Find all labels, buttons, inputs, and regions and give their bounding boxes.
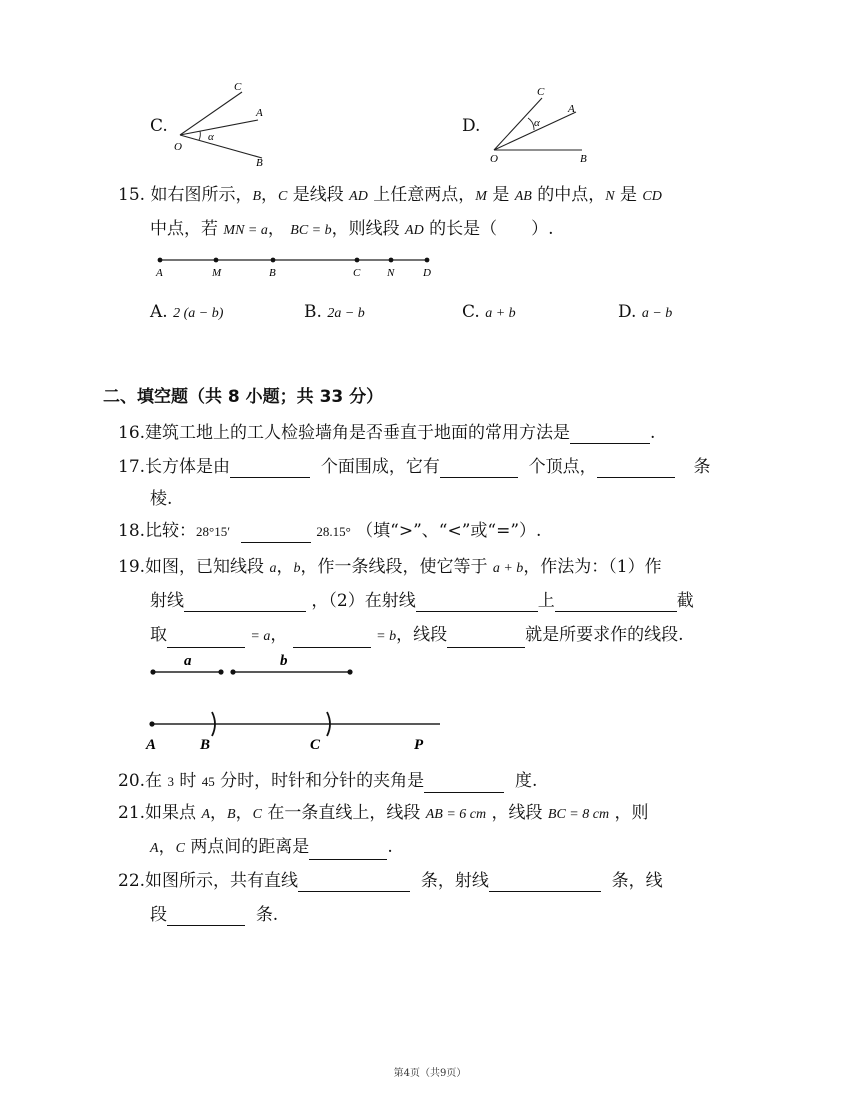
answer-blank[interactable] [167,907,245,926]
answer-blank[interactable] [489,873,601,892]
label-alpha: α [208,131,214,143]
question-19-line-3: 取 = a， = b，线段 就是所要求作的线段. [150,624,684,648]
segment-figure-ad [150,252,450,282]
segment-construction-figure [142,650,452,756]
option-b[interactable]: B. 2a − b [304,302,365,322]
point-n-label: N [387,267,395,279]
label-c: C [537,86,545,98]
question-17-cont: 棱. [150,489,173,509]
label-o: O [174,141,182,153]
section-heading: 二、填空题（共 8 小题；共 33 分） [103,387,384,407]
option-c[interactable]: C. a + b [462,302,516,322]
point-a-label: A [156,267,163,279]
question-15-line-1: 15. 如右图所示，B，C 是线段 AD 上任意两点，M 是 AB 的中点，N 是 CD [118,185,662,205]
point-b-label: B [269,267,276,279]
question-21-line-1: 21.如果点 A，B，C 在一条直线上，线段 AB = 6 cm ，线段 BC = 8 cm ，则 [118,803,649,823]
question-19-line-2: 射线 ，（2）在射线 上 截 [150,591,694,611]
angle-figure-d [484,82,594,168]
answer-blank[interactable] [447,629,525,648]
answer-blank[interactable] [184,593,306,612]
answer-blank[interactable] [570,425,650,444]
question-15-line-2: 中点，若 MN = a， BC = b，则线段 AD 的长是（ ）. [150,219,554,239]
point-b [271,258,276,263]
answer-blank[interactable] [424,774,504,793]
segment-b-label: b [280,653,288,669]
option-a[interactable]: A. 2 (a − b) [150,302,224,322]
question-number: 15. [118,185,146,205]
point-n [389,258,394,263]
question-22-line-2: 段 条. [150,905,279,925]
label-c: C [234,81,242,93]
label-b: B [580,153,587,165]
question-21-line-2: A，C 两点间的距离是 . [150,836,393,860]
point-c-label: C [353,267,361,279]
answer-blank[interactable] [309,841,387,860]
point-a-label: A [146,737,157,753]
question-19-line-1: 19.如图，已知线段 a，b，作一条线段，使它等于 a + b，作法为：（1）作 [118,557,662,577]
answer-blank[interactable] [440,459,518,478]
option-d[interactable]: D. a − b [618,302,673,322]
answer-blank[interactable] [597,459,675,478]
angle-figure-c [170,78,270,170]
point-d-label: D [423,267,431,279]
option-c-label: C. [150,116,168,136]
page-footer: 第4页（共9页） [393,1068,467,1079]
answer-blank[interactable] [416,593,538,612]
label-a: A [568,103,575,115]
question-16: 16.建筑工地上的工人检验墙角是否垂直于地面的常用方法是 . [118,423,656,443]
label-a: A [256,107,263,119]
question-15-options [150,302,770,326]
question-18: 18.比较：28°15′ 28.15° （填“>”、“<”或“=”）. [118,521,542,541]
answer-blank[interactable] [298,873,410,892]
answer-blank[interactable] [555,593,677,612]
question-20: 20.在 3 时 45 分时，时针和分针的夹角是 度. [118,771,538,791]
answer-blank[interactable] [241,524,311,543]
point-m-label: M [212,267,222,279]
question-17: 17.长方体是由 个面围成，它有 个顶点， 条 [118,457,711,477]
answer-blank[interactable] [230,459,310,478]
option-d-label: D. [462,116,481,136]
question-22-line-1: 22.如图所示，共有直线 条，射线 条，线 [118,871,663,891]
answer-blank[interactable] [293,629,371,648]
point-p-label: P [414,737,424,753]
point-d [425,258,430,263]
label-alpha: α [534,117,540,129]
point-a [158,258,163,263]
point-b-label: B [200,737,211,753]
label-o: O [490,153,498,165]
label-b: B [256,157,263,169]
segment-a-label: a [184,653,192,669]
answer-blank[interactable] [167,629,245,648]
point-m [214,258,219,263]
point-c [355,258,360,263]
point-c-label: C [310,737,321,753]
